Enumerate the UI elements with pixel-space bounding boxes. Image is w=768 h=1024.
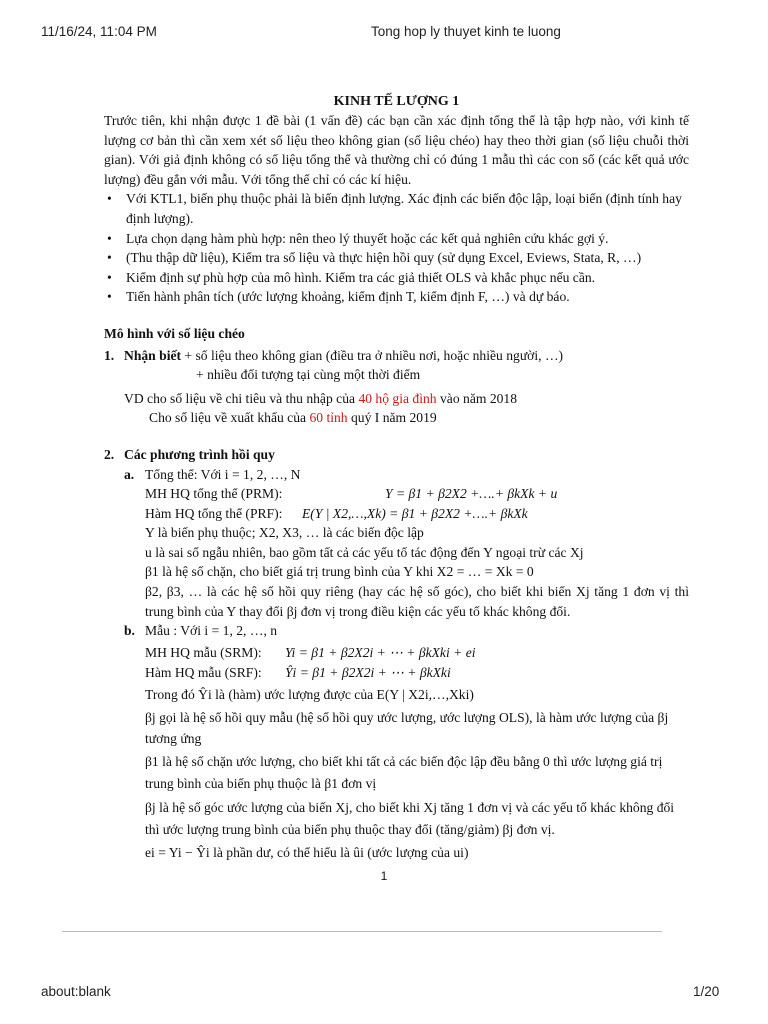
text: β1 là hệ số chặn ước lượng, cho biết khi tất cả các biến độc lập đều bằng 0 thì ước lượng giá trị trung bình của biến phụ thuộc là β1 đơn vị [145, 753, 663, 791]
item-label: a. [124, 466, 135, 482]
list-item: • (Thu thập dữ liệu), Kiểm tra số liệu và thực hiện hồi quy (sử dụng Excel, Eviews, Stata, R, …) [104, 248, 689, 268]
subsection-number: 1. [104, 347, 115, 363]
item-label: b. [124, 623, 135, 639]
subsection-1 [104, 346, 689, 366]
srm-row [104, 643, 689, 663]
text: VD cho số liệu về chi tiêu và thu nhập của [124, 390, 359, 406]
steps-list [104, 189, 689, 307]
text: βj gọi là hệ số hồi quy mẫu (hệ số hồi quy ước lượng, ước lượng OLS), là hàm ước lượng của βj tương ứng [145, 709, 669, 746]
list-item: • Kiểm định sự phù hợp của mô hình. Kiểm tra các giả thiết OLS và khắc phục nếu cần. [104, 268, 689, 288]
subsection-2 [104, 445, 689, 465]
text: Y là biến phụ thuộc; X2, X3, … là các biến độc lập [145, 525, 424, 541]
list-item: • Lựa chọn dạng hàm phù hợp: nên theo lý thuyết hoặc các kết quả nghiên cứu khác gợi ý. [104, 229, 689, 249]
equation-label: Hàm HQ mẫu (SRF): [145, 665, 262, 681]
text: βj là hệ số góc ước lượng của biến Xj, cho biết khi Xj tăng 1 đơn vị và các yếu tố khác không đổi thì ước lượng trung bình của biến phụ thuộc thay đổi (tăng/giảm) βj đơn vị. [145, 799, 675, 837]
print-doc-title: Tong hop ly thuyet kinh te luong [371, 24, 561, 39]
section-heading: Mô hình với số liệu chéo [104, 325, 245, 341]
equation-label: MH HQ tổng thể (PRM): [145, 486, 283, 502]
text: Tổng thể: Với i = 1, 2, …, N [145, 466, 301, 482]
text: β1 là hệ số chặn, cho biết giá trị trung bình của Y khi X2 = … = Xk = 0 [145, 564, 534, 580]
divider [62, 931, 662, 932]
intro-paragraph: Trước tiên, khi nhận được 1 đề bài (1 vấn đề) các bạn cần xác định tổng thể là tập hợp nào, với kinh tế lượng cơ bản thì cần xem xét số liệu theo không gian (số liệu chéo) hay theo thời gian (số liệu chuỗi thời gian). Với giả định không có số liệu tổng thể và thường chỉ có đúng 1 mẫu thì các con số (các kết quả ước lượng) đều gắn với mẫu. Với tổng thể chỉ có các kí hiệu. [104, 113, 689, 187]
text: Cho số liệu về xuất khẩu của [149, 410, 310, 426]
srf-row [104, 663, 689, 683]
page-title: KINH TẾ LƯỢNG 1 [333, 94, 460, 109]
text: quý I năm 2019 [347, 410, 437, 426]
text: Trong đó Ŷi là (hàm) ước lượng được của E(Y | X2i,…,Xki) [145, 687, 474, 703]
text: vào năm 2018 [436, 390, 518, 406]
text: + nhiều đối tượng tại cùng một thời điểm [196, 367, 421, 383]
equation-label: MH HQ mẫu (SRM): [145, 644, 262, 660]
highlight: 60 tỉnh [309, 410, 348, 426]
subsection-heading: Các phương trình hồi quy [124, 446, 275, 462]
subsection-number: 2. [104, 446, 115, 462]
text: ei = Yi − Ŷi là phần dư, có thể hiểu là ûi (ước lượng của ui) [145, 844, 469, 860]
text: Mẫu : Với i = 1, 2, …, n [145, 623, 278, 639]
text: + số liệu theo không gian (điều tra ở nhiều nơi, hoặc nhiều người, …) [181, 347, 564, 363]
highlight: 40 hộ gia đình [358, 390, 437, 406]
print-datetime: 11/16/24, 11:04 PM [41, 24, 157, 39]
print-url: about:blank [41, 984, 111, 999]
list-item: • Tiến hành phân tích (ước lượng khoảng, kiểm định T, kiểm định F, …) và dự báo. [104, 287, 689, 307]
example-2 [104, 408, 689, 428]
prf-row [104, 504, 689, 524]
item-b [104, 621, 689, 641]
equation: E(Y | X2,…,Xk) = β1 + β2X2 +….+ βkXk [302, 505, 528, 521]
prm-row [104, 484, 689, 504]
list-item: • Với KTL1, biến phụ thuộc phải là biến định lượng. Xác định các biến độc lập, loại biến (định tính hay định lượng). [104, 189, 689, 228]
page-number: 1 [380, 869, 388, 883]
equation-label: Hàm HQ tổng thể (PRF): [145, 505, 283, 521]
print-page-counter: 1/20 [693, 984, 720, 999]
example-1 [104, 389, 689, 409]
item-a [104, 465, 689, 485]
equation: Ŷi = β1 + β2X2i + ⋯ + βkXki [285, 665, 451, 681]
equation: Y = β1 + β2X2 +….+ βkXk + u [385, 486, 558, 502]
text: u là sai số ngẫu nhiên, bao gồm tất cả các yếu tố tác động đến Y ngoại trừ các Xj [145, 544, 584, 560]
text: β2, β3, … là các hệ số hồi quy riêng (hay các hệ số góc), cho biết khi biến Xj tăng 1 đơn vị thì trung bình của Y thay đổi βj đơn vị trong điều kiện các yếu tố khác không đổi. [145, 584, 689, 619]
equation: Yi = β1 + β2X2i + ⋯ + βkXki + ei [285, 644, 476, 660]
document-page [104, 92, 689, 862]
subsection-heading: Nhận biết [124, 347, 182, 363]
